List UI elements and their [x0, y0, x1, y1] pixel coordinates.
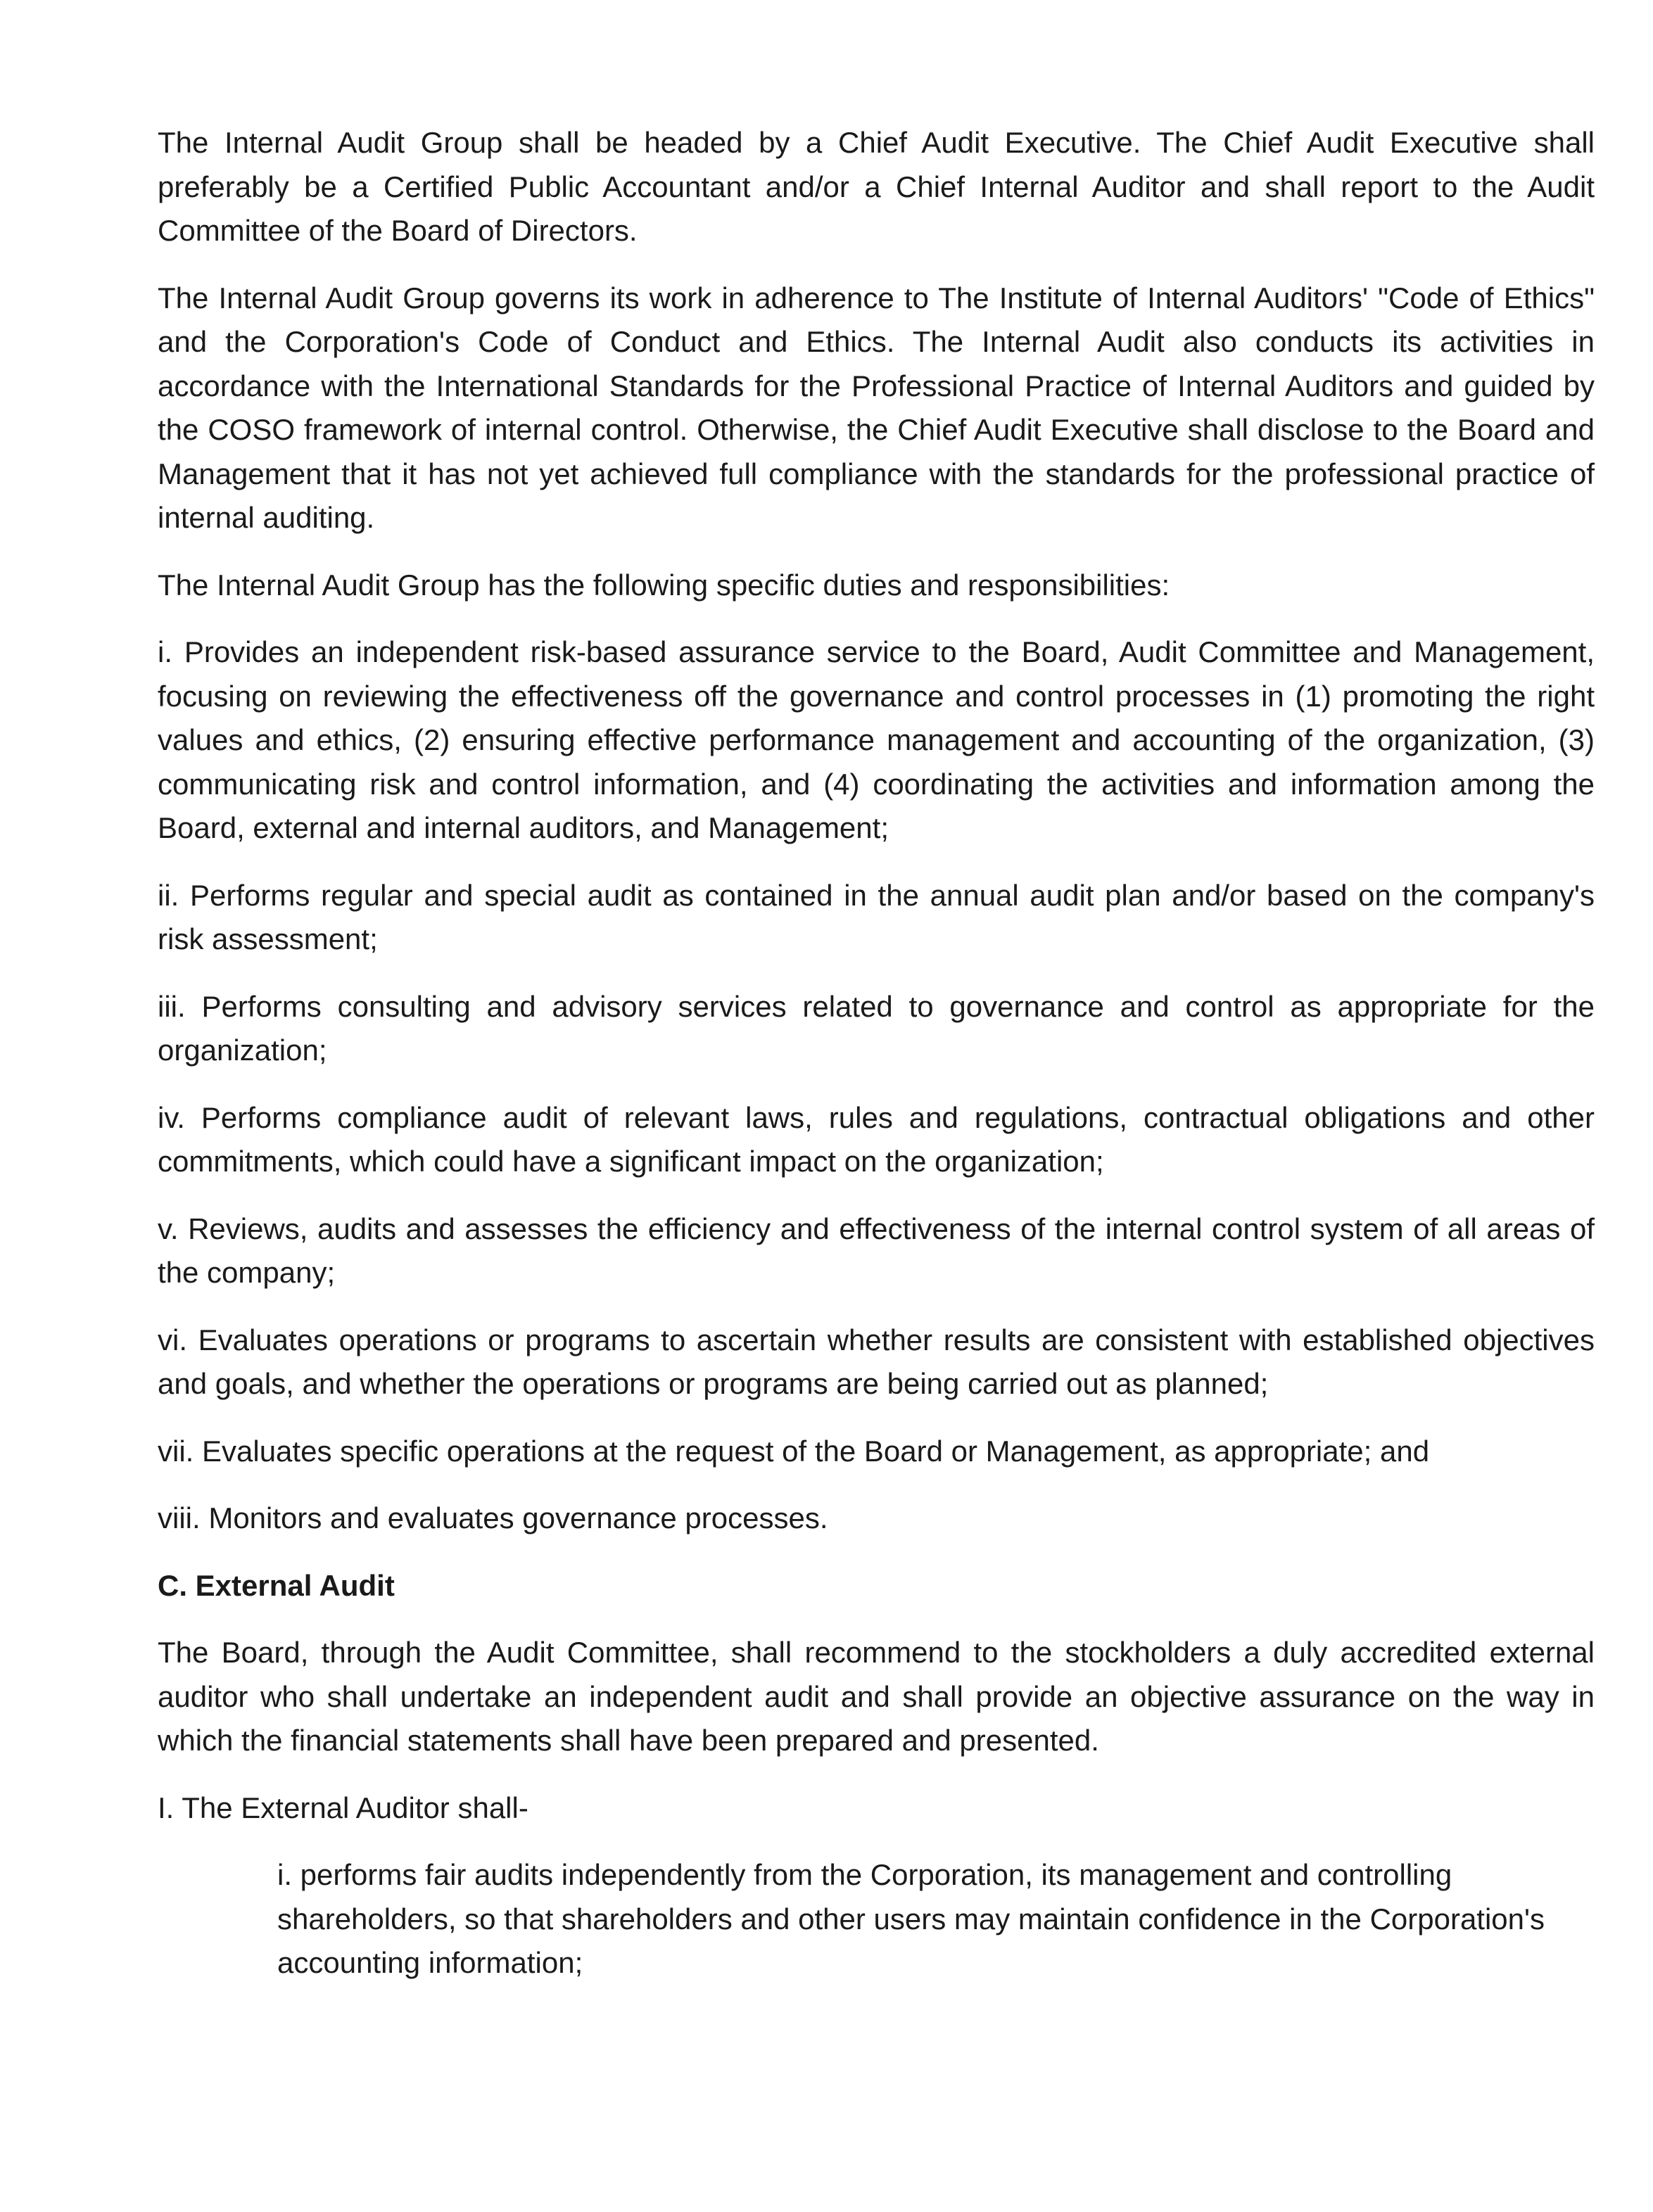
- external-auditor-item-1: i. performs fair audits independently from the Corporation, its management and controlling shareholders, so that shareholders and other users may maintain confidence in the Corporation's accounting information;: [277, 1858, 1545, 1979]
- document-page: [158, 121, 1595, 2009]
- duty-item-5: v. Reviews, audits and assesses the efficiency and effectiveness of the internal control system of all areas of the company;: [158, 1212, 1595, 1289]
- subheading-external-auditor-shall: I. The External Auditor shall-: [158, 1791, 528, 1824]
- duty-item-1: i. Provides an independent risk-based assurance service to the Board, Audit Committee and Management, focusing on reviewing the effectiveness off the governance and control processes in (1) promoting the right values and ethics, (2) ensuring effective performance management and accounting of the organization, (3) communicating risk and control information, and (4) coordinating the activities and information among the Board, external and internal auditors, and Management;: [158, 635, 1595, 844]
- paragraph-chief-audit-executive: The Internal Audit Group shall be headed by a Chief Audit Executive. The Chief Audit Executive shall preferably be a Certified Public Accountant and/or a Chief Internal Auditor and shall report to the Audit Committee of the Board of Directors.: [158, 126, 1595, 247]
- paragraph-duties-intro: The Internal Audit Group has the following specific duties and responsibilities:: [158, 568, 1170, 602]
- duty-item-3: iii. Performs consulting and advisory services related to governance and control as appropriate for the organization;: [158, 989, 1595, 1067]
- duty-item-2: ii. Performs regular and special audit as contained in the annual audit plan and/or based on the company's risk assessment;: [158, 878, 1595, 955]
- duty-item-6: vi. Evaluates operations or programs to ascertain whether results are consistent with established objectives and goals, and whether the operations or programs are being carried out as planned;: [158, 1323, 1595, 1400]
- duty-item-4: iv. Performs compliance audit of relevant laws, rules and regulations, contractual obligations and other commitments, which could have a significant impact on the organization;: [158, 1100, 1595, 1178]
- duty-item-7: vii. Evaluates specific operations at the request of the Board or Management, as appropriate; and: [158, 1434, 1430, 1468]
- paragraph-external-auditor: The Board, through the Audit Committee, shall recommend to the stockholders a duly accredited external auditor who shall undertake an independent audit and shall provide an objective assurance on the way in which the financial statements shall have been prepared and presented.: [158, 1636, 1595, 1757]
- section-heading-external-audit: C. External Audit: [158, 1568, 395, 1602]
- paragraph-code-of-ethics: The Internal Audit Group governs its work in adherence to The Institute of Internal Auditors' "Code of Ethics" and the Corporation's Code of Conduct and Ethics. The Internal Audit also conducts its activities in accordance with the International Standards for the Professional Practice of Internal Auditors and guided by the COSO framework of internal control. Otherwise, the Chief Audit Executive shall disclose to the Board and Management that it has not yet achieved full compliance with the standards for the professional practice of internal auditing.: [158, 281, 1595, 534]
- duty-item-8: viii. Monitors and evaluates governance processes.: [158, 1501, 828, 1534]
